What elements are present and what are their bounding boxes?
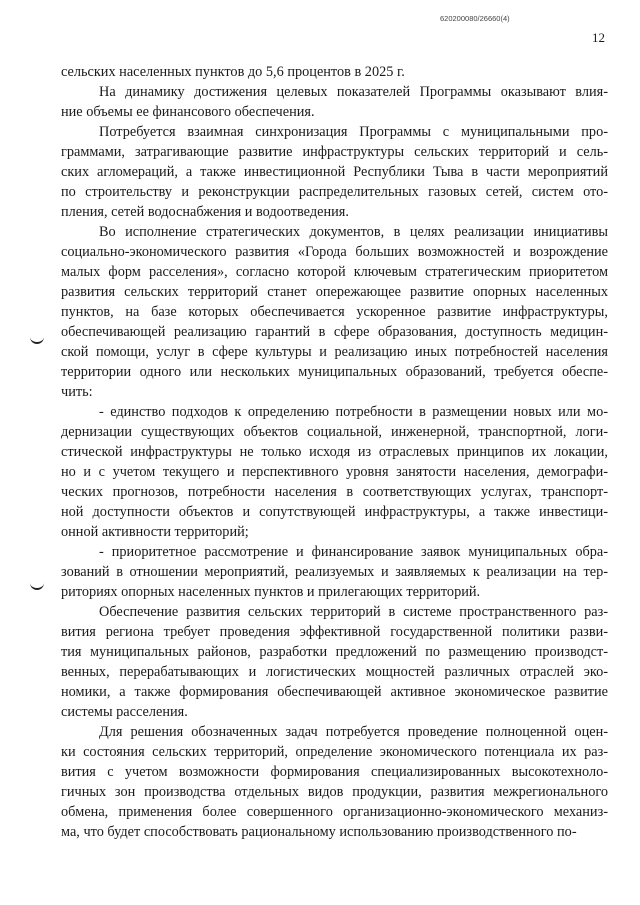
text-line: ской помощи, услуг в сфере культуры и реализацию иных потребностей населения <box>61 344 608 360</box>
text-line: пунктов, на базе которых обеспечивается ускоренное развитие инфраструктуры, <box>61 304 608 320</box>
text-line: системы расселения. <box>61 704 188 720</box>
text-line: онной активности территорий; <box>61 524 249 540</box>
text-line: территории одного или нескольких муниципальных образований, требуется обеспе- <box>61 364 608 380</box>
text-line: обмена, применения более совершенного организационно-экономического механиз- <box>61 804 608 820</box>
text-line: номики, а также формирования обеспечивающей активное экономическое развитие <box>61 684 608 700</box>
text-line: зований в отношении мероприятий, реализуемых и заявляемых к реализации на тер- <box>61 564 608 580</box>
text-line: ной доступности объектов и сопутствующей инфраструктуры, а также инвестици- <box>61 504 608 520</box>
text-line: дернизации существующих объектов социальной, инженерной, транспортной, логи- <box>61 424 608 440</box>
paragraph <box>61 62 608 82</box>
text-line: стической инфраструктуры не только исходя из отраслевых принципов их локации, <box>61 444 608 460</box>
paragraph <box>61 122 608 222</box>
text-line: пления, сетей водоснабжения и водоотведения. <box>61 204 349 220</box>
text-line: сельских населенных пунктов до 5,6 процентов в 2025 г. <box>61 64 405 80</box>
text-line: ние объемы ее финансового обеспечения. <box>61 104 315 120</box>
text-line: - приоритетное рассмотрение и финансирование заявок муниципальных обра- <box>99 544 608 560</box>
text-line: риториях опорных населенных пунктов и прилегающих территорий. <box>61 584 481 600</box>
text-line: Обеспечение развития сельских территорий в системе пространственного раз- <box>99 604 608 620</box>
text-line: На динамику достижения целевых показателей Программы оказывают влия- <box>99 84 608 100</box>
text-line: ческих прогнозов, потребности населения в соответствующих услугах, транспорт- <box>61 484 608 500</box>
text-line: гичных зон производства отдельных видов продукции, развития межрегионального <box>61 784 608 800</box>
text-line: малых форм расселения», согласно которой ключевым стратегическим приоритетом <box>61 264 608 280</box>
paragraph <box>61 82 608 122</box>
margin-mark <box>30 578 44 590</box>
text-line: ма, что будет способствовать рациональному использованию производственного по- <box>61 824 577 840</box>
paragraph <box>61 602 608 722</box>
page-number: 12 <box>592 30 605 45</box>
text-line: тия муниципальных районов, разработки предложений по размещению производст- <box>61 644 608 660</box>
paragraph <box>61 402 608 542</box>
text-line: ских агломераций, а также инвестиционной Республики Тыва в части мероприятий <box>61 164 608 180</box>
document-body <box>61 62 608 842</box>
text-line: - единство подходов к определению потребности в размещении новых или мо- <box>99 404 608 420</box>
text-line: Во исполнение стратегических документов, в целях реализации инициативы <box>99 224 608 240</box>
text-line: вития региона требует проведения эффективной государственной политики разви- <box>61 624 608 640</box>
text-line: но и с учетом текущего и перспективного уровня занятости населения, демографи- <box>61 464 608 480</box>
margin-mark <box>30 332 44 344</box>
paragraph <box>61 222 608 402</box>
text-line: чить: <box>61 384 93 400</box>
text-line: граммами, затрагивающие развитие инфраструктуры сельских территорий и сель- <box>61 144 608 160</box>
text-line: развития сельских территорий станет опережающее развитие опорных населенных <box>61 284 608 300</box>
text-line: обеспечивающей реализацию гарантий в сфере образования, доступность медицин- <box>61 324 608 340</box>
text-line: по строительству и реконструкции распределительных газовых сетей, систем ото- <box>61 184 608 200</box>
text-line: Для решения обозначенных задач потребуется проведение полноценной оцен- <box>99 724 608 740</box>
paragraph <box>61 542 608 602</box>
text-line: ки состояния сельских территорий, определение экономического потенциала их раз- <box>61 744 608 760</box>
paragraph <box>61 722 608 842</box>
text-line: социально-экономического развития «Города больших возможностей и возрождение <box>61 244 608 260</box>
text-line: вития с учетом возможности формирования специализированных высокотехноло- <box>61 764 608 780</box>
text-line: Потребуется взаимная синхронизация Программы с муниципальными про- <box>99 124 608 140</box>
document-id: 620200080/26660(4) <box>440 14 510 23</box>
text-line: венных, перерабатывающих и логистических мощностей различных отраслей эко- <box>61 664 608 680</box>
